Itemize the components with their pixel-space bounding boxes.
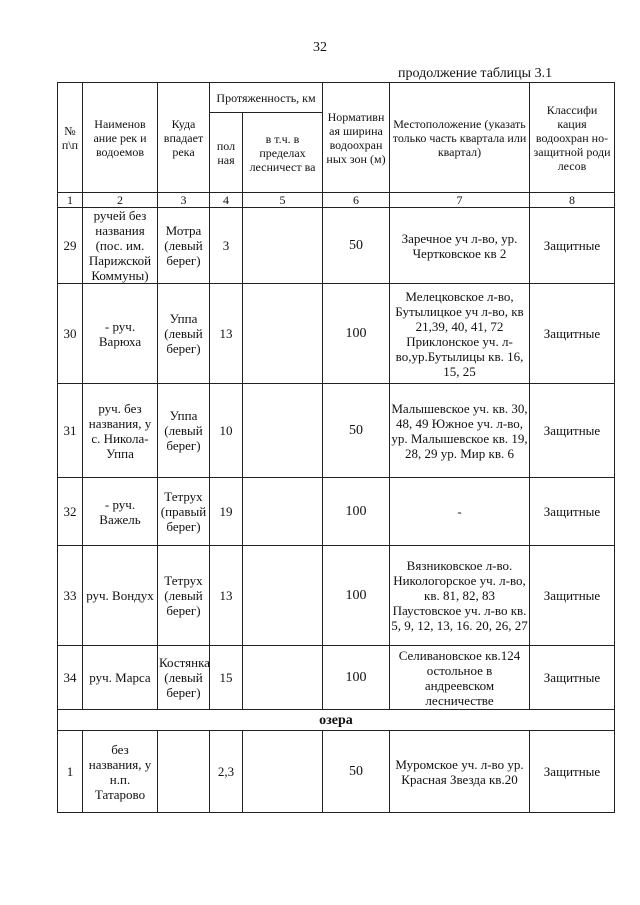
col-number: 3 (158, 193, 210, 208)
row-within (243, 546, 323, 646)
row-num: 32 (58, 478, 83, 546)
table-row (58, 731, 615, 813)
row-mouth (158, 731, 210, 813)
row-mouth: Уппа (левый берег) (158, 284, 210, 384)
page-number: 32 (313, 40, 327, 55)
row-width: 100 (323, 284, 390, 384)
row-within (243, 284, 323, 384)
table-row (58, 208, 615, 284)
row-full-length: 10 (210, 384, 243, 478)
table-row (58, 478, 615, 546)
row-name: без названия, у н.п. Татарово (83, 731, 158, 813)
section-title-lakes: озера (58, 710, 615, 731)
row-mouth: Тетрух (правый берег) (158, 478, 210, 546)
row-location: - (390, 478, 530, 546)
row-within (243, 384, 323, 478)
row-class: Защитные (530, 284, 615, 384)
table-row (58, 646, 615, 710)
row-width: 100 (323, 546, 390, 646)
row-within (243, 646, 323, 710)
section-row-lakes (58, 710, 615, 731)
row-location: Селивановское кв.124 остольное в андреевском лесничестве (390, 646, 530, 710)
row-mouth: Мотра (левый берег) (158, 208, 210, 284)
row-num: 34 (58, 646, 83, 710)
row-full-length: 2,3 (210, 731, 243, 813)
header-width: Нормативн ая ширина водоохран ных зон (м) (323, 83, 390, 193)
header-within-forestry: в т.ч. в пределах лесничест ва (243, 113, 323, 193)
water-protection-table (57, 82, 615, 813)
header-length: Протяженность, км (210, 83, 323, 113)
row-width: 100 (323, 646, 390, 710)
row-name: ручей без названия (пос. им. Парижской Коммуны) (83, 208, 158, 284)
row-mouth: Тетрух (левый берег) (158, 546, 210, 646)
table-row (58, 284, 615, 384)
row-class: Защитные (530, 646, 615, 710)
col-number: 1 (58, 193, 83, 208)
row-mouth: Костянка (левый берег) (158, 646, 210, 710)
header-mouth: Куда впадает река (158, 83, 210, 193)
row-location: Вязниковское л-во. Никологорское уч. л-во, кв. 81, 82, 83 Паустовское уч. л-во кв. 5, 9, 12, 13, 16. 20, 26, 27 (390, 546, 530, 646)
row-width: 50 (323, 731, 390, 813)
row-location: Мелецковское л-во, Бутылицкое уч л-во, кв 21,39, 40, 41, 72 Приклонское уч. л-во,ур.Бутылицы кв. 16, 15, 25 (390, 284, 530, 384)
header-location: Местоположение (указать только часть квартала или квартал) (390, 83, 530, 193)
row-mouth: Уппа (левый берег) (158, 384, 210, 478)
row-full-length: 13 (210, 284, 243, 384)
row-full-length: 15 (210, 646, 243, 710)
row-num: 33 (58, 546, 83, 646)
row-width: 100 (323, 478, 390, 546)
row-num: 31 (58, 384, 83, 478)
row-name: руч. Марса (83, 646, 158, 710)
row-class: Защитные (530, 546, 615, 646)
table-row (58, 546, 615, 646)
header-name: Наименов ание рек и водоемов (83, 83, 158, 193)
col-number: 2 (83, 193, 158, 208)
row-name: руч. без названия, у с. Никола-Уппа (83, 384, 158, 478)
row-num: 29 (58, 208, 83, 284)
row-width: 50 (323, 208, 390, 284)
row-within (243, 731, 323, 813)
row-full-length: 3 (210, 208, 243, 284)
row-location: Заречное уч л-во, ур. Чертковское кв 2 (390, 208, 530, 284)
row-name: - руч. Варюха (83, 284, 158, 384)
row-class: Защитные (530, 731, 615, 813)
header-num: № п\п (58, 83, 83, 193)
col-number: 5 (243, 193, 323, 208)
col-number: 6 (323, 193, 390, 208)
row-full-length: 13 (210, 546, 243, 646)
row-num: 1 (58, 731, 83, 813)
row-name: - руч. Важель (83, 478, 158, 546)
row-full-length: 19 (210, 478, 243, 546)
header-class: Классифи кация водоохран но-защитной роди лесов (530, 83, 615, 193)
row-class: Защитные (530, 208, 615, 284)
row-location: Малышевское уч. кв. 30, 48, 49 Южное уч. л-во, ур. Малышевское кв. 19, 28, 29 ур. Мир кв. 6 (390, 384, 530, 478)
col-number: 8 (530, 193, 615, 208)
row-width: 50 (323, 384, 390, 478)
row-name: руч. Вондух (83, 546, 158, 646)
row-within (243, 208, 323, 284)
header-full-length: пол ная (210, 113, 243, 193)
col-number: 7 (390, 193, 530, 208)
row-location: Муромское уч. л-во ур. Красная Звезда кв.20 (390, 731, 530, 813)
row-num: 30 (58, 284, 83, 384)
row-within (243, 478, 323, 546)
table-row (58, 384, 615, 478)
row-class: Защитные (530, 478, 615, 546)
table-continuation-label: продолжение таблицы 3.1 (398, 66, 553, 81)
row-class: Защитные (530, 384, 615, 478)
col-number: 4 (210, 193, 243, 208)
